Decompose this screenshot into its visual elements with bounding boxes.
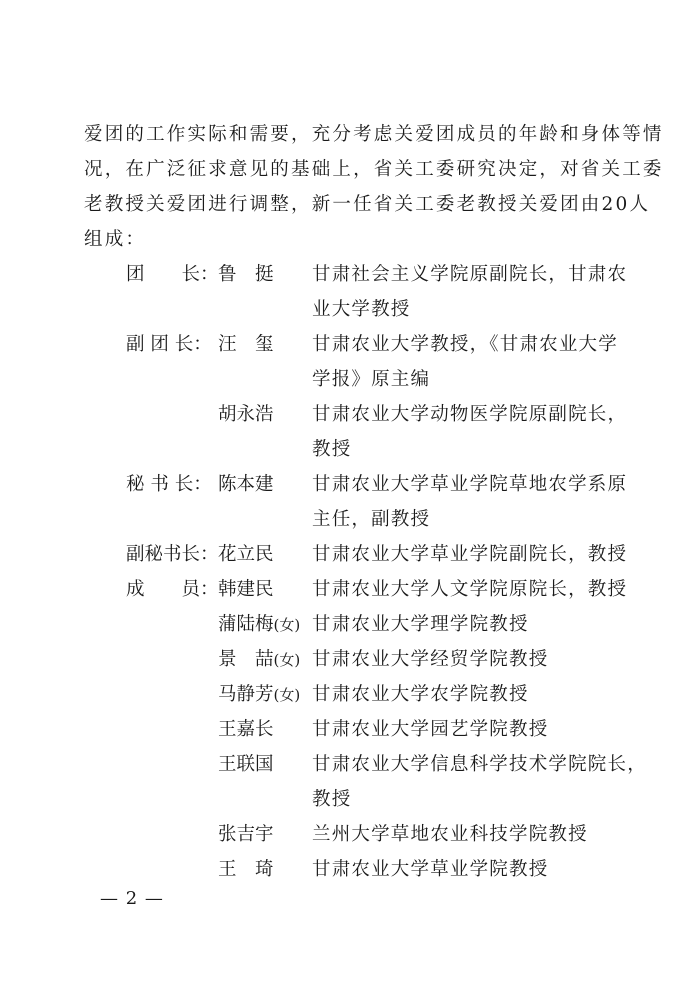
member-name: 鲁 挺 (218, 264, 274, 285)
member-title-line: 甘肃农业大学动物医学院原副院长， (312, 404, 628, 425)
member-name-cell (218, 642, 300, 678)
member-name: 马静芳 (218, 684, 274, 705)
member-title-line: 甘肃农业大学园艺学院教授 (312, 719, 549, 740)
member-name: 韩建民 (218, 579, 274, 600)
member-name: 王联国 (218, 754, 274, 775)
role-label: 秘 书 长： (126, 474, 212, 495)
member-title (312, 327, 618, 397)
intro-line: 老教授关爱团进行调整，新一任省关工委老教授关爱团由20人 (84, 194, 651, 215)
roster-entry (0, 327, 700, 397)
member-roster (0, 257, 700, 887)
member-title-line: 甘肃农业大学理学院教授 (312, 614, 529, 635)
member-title-line: 甘肃农业大学草业学院副院长，教授 (312, 544, 628, 565)
intro-line: 爱团的工作实际和需要，充分考虑关爱团成员的年龄和身体等情 (84, 124, 664, 145)
member-name-cell (218, 607, 300, 643)
roster-entry (0, 537, 700, 572)
member-title (312, 712, 612, 747)
member-name-cell (218, 327, 274, 362)
member-name: 王嘉长 (218, 719, 274, 740)
member-title (312, 747, 647, 817)
roster-entry (0, 677, 700, 712)
member-name-cell (218, 852, 274, 887)
role-label: 副 团 长： (126, 334, 212, 355)
intro-line: 组成： (84, 229, 147, 250)
gender-note: (女) (273, 616, 301, 634)
member-name-cell (218, 572, 274, 607)
member-title-line: 甘肃农业大学草业学院教授 (312, 859, 549, 880)
member-title (312, 642, 612, 677)
member-title-line: 甘肃农业大学农学院教授 (312, 684, 529, 705)
roster-entry (0, 747, 700, 817)
member-name: 景 喆 (218, 649, 274, 670)
member-name: 汪 玺 (218, 334, 274, 355)
member-name-cell (218, 467, 274, 502)
member-title (312, 397, 628, 467)
role-label: 副秘书长： (126, 544, 219, 565)
member-title-line: 甘肃社会主义学院原副院长，甘肃农 (312, 264, 628, 285)
member-title-line: 教授 (312, 439, 352, 460)
member-title-line: 甘肃农业大学教授，《甘肃农业大学 (312, 334, 618, 355)
member-title (312, 572, 628, 607)
member-name-cell (218, 677, 300, 713)
member-title-line: 甘肃农业大学经贸学院教授 (312, 649, 549, 670)
intro-line: 况，在广泛征求意见的基础上，省关工委研究决定，对省关工委 (84, 159, 664, 180)
roster-entry (0, 607, 700, 642)
member-title (312, 537, 628, 572)
member-title-line: 兰州大学草地农业科技学院教授 (312, 824, 588, 845)
member-title-line: 教授 (312, 789, 352, 810)
member-name: 花立民 (218, 544, 274, 565)
roster-entry (0, 642, 700, 677)
roster-entry (0, 852, 700, 887)
member-title (312, 607, 612, 642)
roster-entry (0, 817, 700, 852)
member-name: 王 琦 (218, 859, 274, 880)
member-name: 张吉宇 (218, 824, 274, 845)
member-name: 陈本建 (218, 474, 274, 495)
gender-note: (女) (273, 651, 301, 669)
member-title-line: 学报》原主编 (312, 369, 431, 390)
role-label: 团 长： (126, 264, 219, 285)
roster-entry (0, 257, 700, 327)
member-name: 蒲陆梅 (218, 614, 274, 635)
member-title-line: 甘肃农业大学信息科学技术学院院长， (312, 754, 647, 775)
page-number: — 2 — (100, 888, 164, 909)
gender-note: (女) (273, 686, 301, 704)
member-name-cell (218, 397, 274, 432)
member-title-line: 甘肃农业大学草业学院草地农学系原 (312, 474, 628, 495)
roster-entry (0, 397, 700, 467)
member-name-cell (218, 817, 274, 852)
member-title-line: 主任，副教授 (312, 509, 431, 530)
member-title (312, 852, 612, 887)
member-title-line: 甘肃农业大学人文学院原院长，教授 (312, 579, 628, 600)
intro-paragraph (84, 117, 664, 257)
roster-entry (0, 712, 700, 747)
member-name-cell (218, 537, 274, 572)
member-name: 胡永浩 (218, 404, 274, 425)
member-title (312, 817, 612, 852)
role-label: 成 员： (126, 579, 219, 600)
member-name-cell (218, 747, 274, 782)
member-title-line: 业大学教授 (312, 299, 411, 320)
member-title (312, 257, 628, 327)
member-name-cell (218, 257, 274, 292)
roster-entry (0, 572, 700, 607)
roster-entry (0, 467, 700, 537)
member-title (312, 467, 628, 537)
member-title (312, 677, 612, 712)
member-name-cell (218, 712, 274, 747)
